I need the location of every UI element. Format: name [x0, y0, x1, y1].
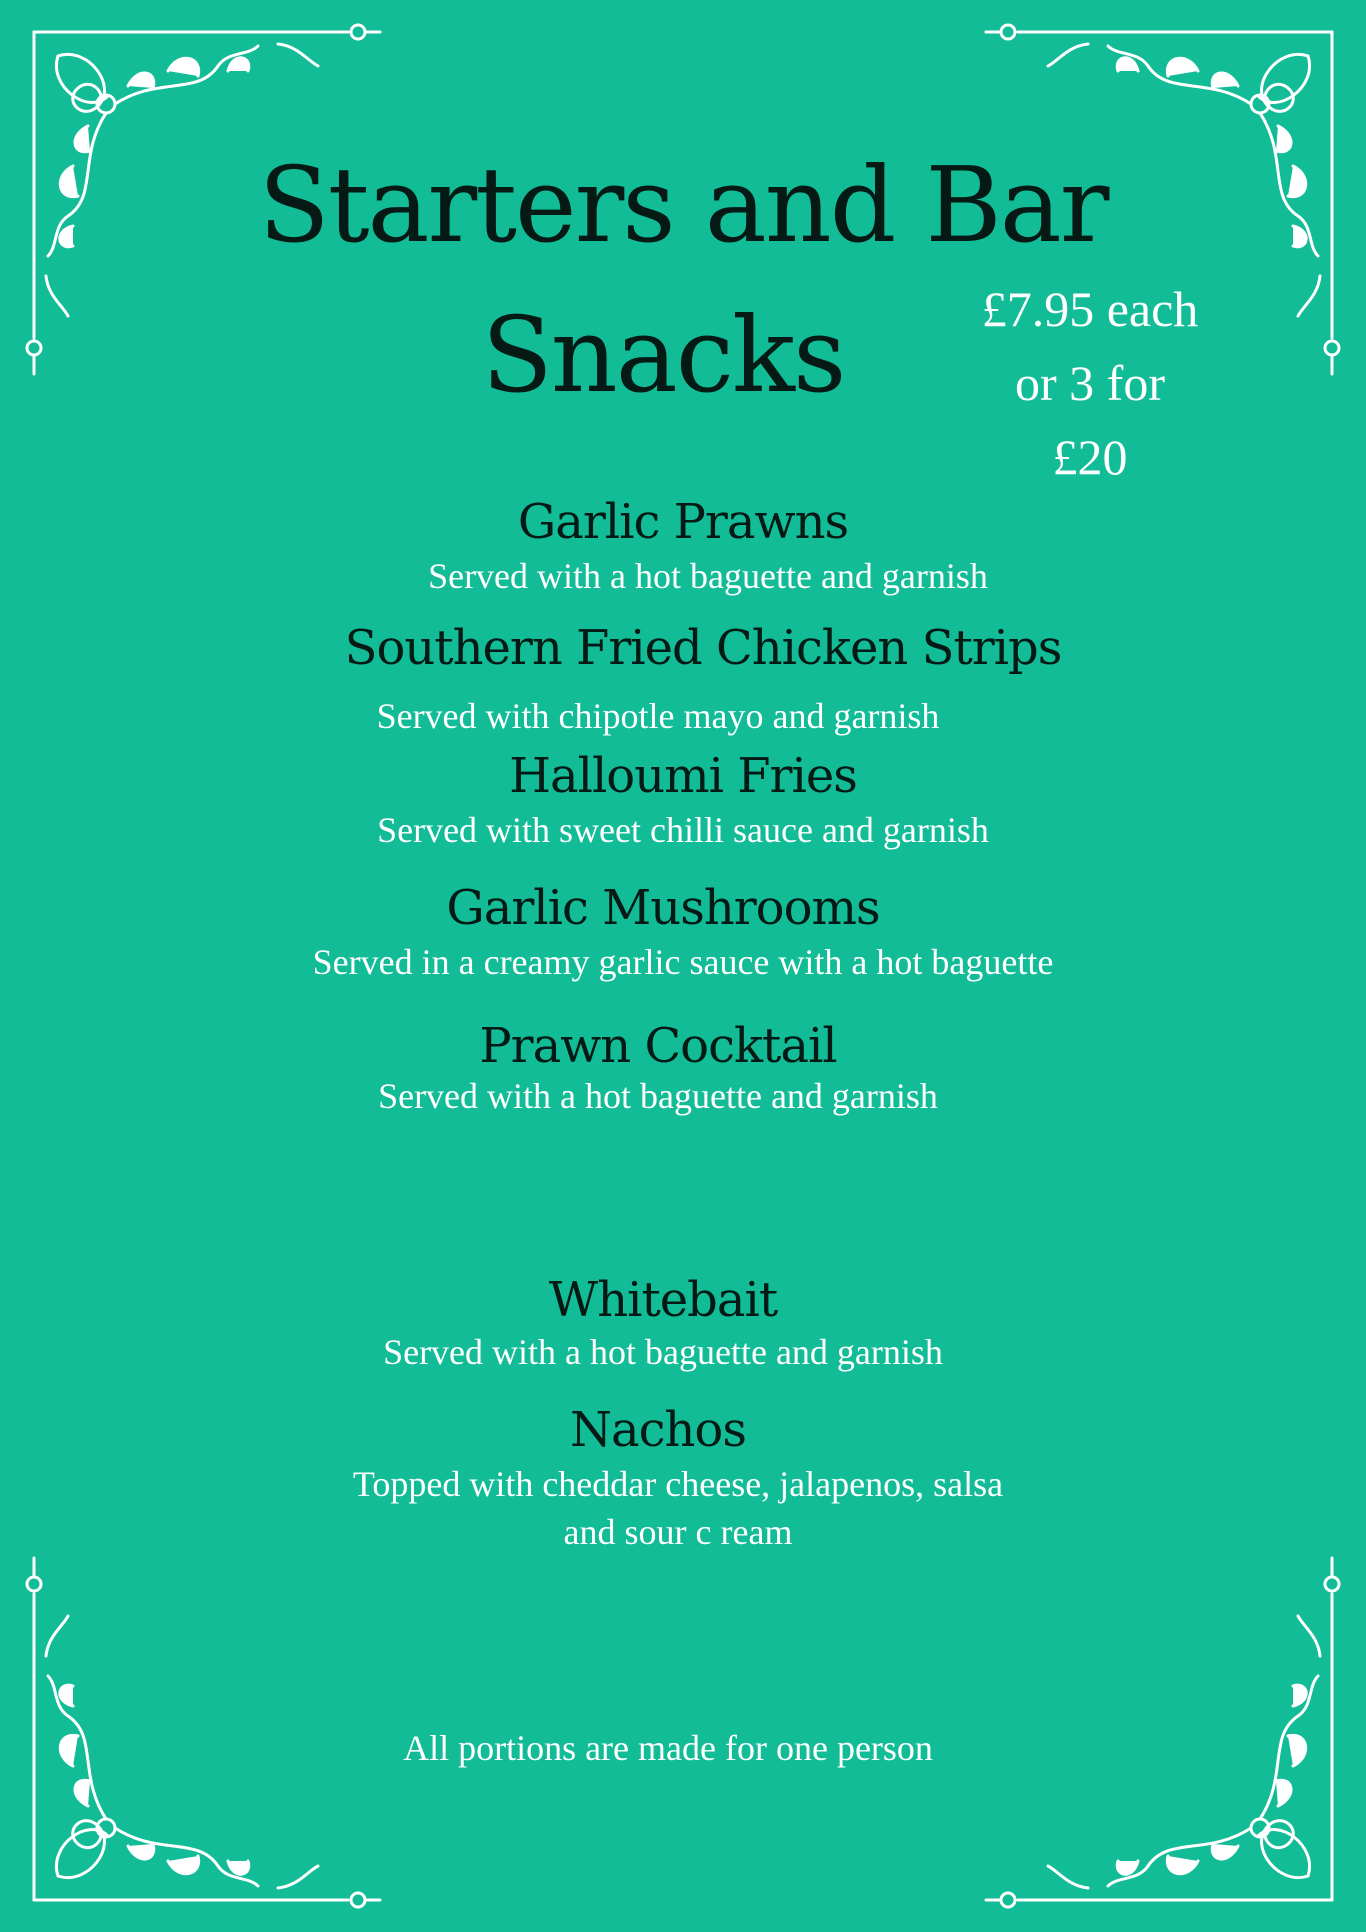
price-note: [940, 272, 1240, 494]
menu-item-description: Served in a creamy garlic sauce with a hot baguette: [312, 942, 1054, 982]
price-line-2: or 3 for: [1015, 355, 1165, 411]
menu-item-name: Southern Fried Chicken Strips: [344, 620, 1062, 676]
title-line-1: Starters and Bar: [258, 144, 1108, 266]
floral-corner-ornament-icon: [28, 1526, 408, 1906]
title-line-2: Snacks: [481, 294, 845, 416]
menu-item-description: Served with a hot baguette and garnish: [378, 1076, 938, 1116]
price-line-3: £20: [1052, 429, 1128, 485]
menu-item-description: Served with a hot baguette and garnish: [428, 556, 988, 596]
menu-item-name: Garlic Mushrooms: [446, 880, 880, 936]
footer-note: All portions are made for one person: [403, 1728, 933, 1768]
menu-item-name: Nachos: [570, 1402, 746, 1458]
menu-item-name: Garlic Prawns: [517, 494, 849, 550]
menu-item-name: Whitebait: [548, 1272, 778, 1328]
price-line-1: £7.95 each: [981, 281, 1199, 337]
menu-item-name: Prawn Cocktail: [479, 1018, 837, 1074]
menu-item-name: Halloumi Fries: [509, 748, 857, 804]
menu-item-description-line-2: and sour c ream: [563, 1512, 793, 1552]
menu-item-description: Served with sweet chilli sauce and garnish: [377, 810, 989, 850]
menu-item-description: Served with a hot baguette and garnish: [383, 1332, 943, 1372]
floral-corner-ornament-icon: [958, 1526, 1338, 1906]
menu-item-description: Served with chipotle mayo and garnish: [376, 696, 940, 736]
menu-item-description: Topped with cheddar cheese, jalapenos, salsa: [352, 1464, 1004, 1504]
